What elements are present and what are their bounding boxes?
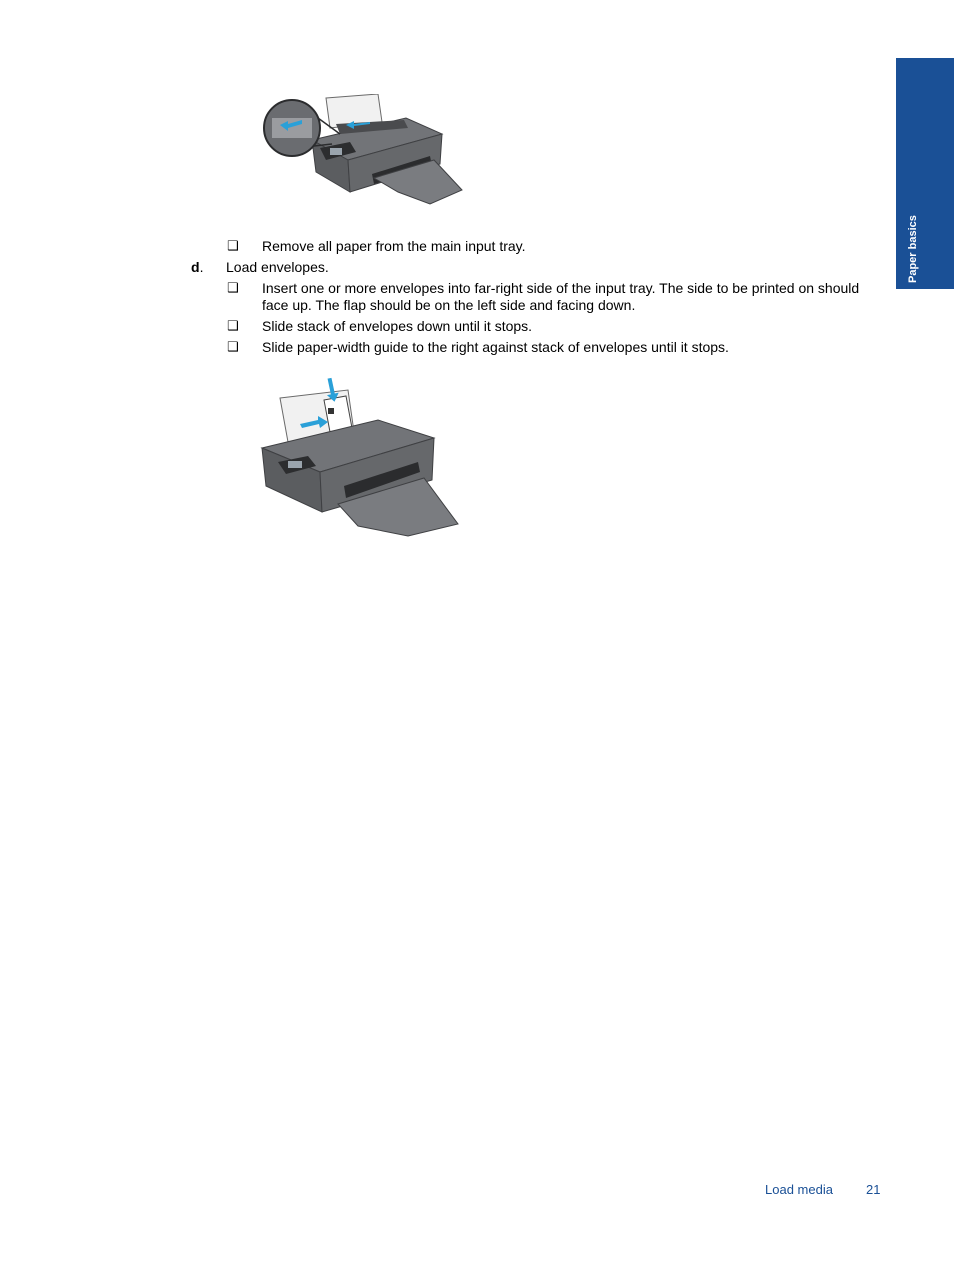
list-item: Insert one or more envelopes into far-right side of the input tray. The side to be printed on should face up. The flap should be on the left side and facing down. — [262, 280, 860, 313]
list-item: Slide stack of envelopes down until it stops. — [262, 318, 533, 334]
side-tab — [896, 58, 954, 289]
page-number: 21 — [866, 1182, 881, 1197]
printer-insert-envelopes-icon — [258, 376, 464, 542]
checkbox-bullet: ❑ — [227, 281, 239, 296]
checkbox-bullet: ❑ — [227, 239, 239, 254]
list-item: Slide paper-width guide to the right against stack of envelopes until it stops. — [262, 339, 729, 355]
list-item: Remove all paper from the main input tray. — [262, 238, 526, 254]
checkbox-bullet: ❑ — [227, 319, 239, 334]
step-d-text: Load envelopes. — [226, 259, 329, 275]
side-tab-label: Paper basics — [907, 215, 919, 283]
step-letter: d — [191, 259, 200, 275]
printer-slide-guide-left-icon — [258, 94, 468, 206]
step-d-marker — [191, 259, 203, 276]
checkbox-bullet: ❑ — [227, 340, 239, 355]
footer-section: Load media — [765, 1182, 833, 1197]
step-punct: . — [199, 259, 204, 275]
